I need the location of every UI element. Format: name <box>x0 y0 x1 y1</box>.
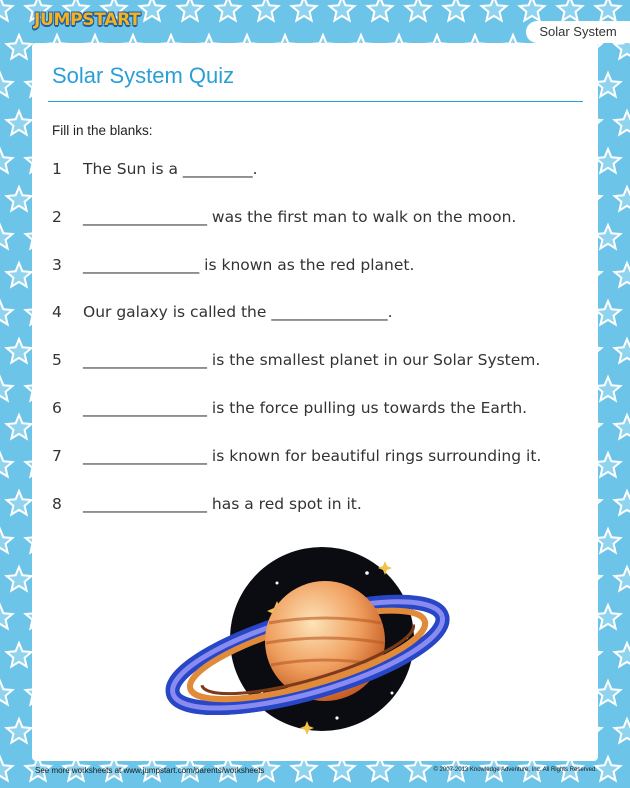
border-star <box>0 453 12 477</box>
border-star <box>0 225 12 249</box>
border-star <box>596 225 621 249</box>
border-star <box>444 0 469 21</box>
border-star <box>0 377 12 401</box>
subject-tag-label: Solar System <box>539 24 617 39</box>
footer-copyright: © 2007-2013 Knowledge Adventure, Inc. All Rights Reserved. <box>433 767 597 773</box>
border-star <box>596 605 621 629</box>
question-3 <box>52 256 582 280</box>
question-2 <box>52 208 582 232</box>
border-star <box>7 719 32 743</box>
question-text: The Sun is a _________. <box>83 160 258 178</box>
border-star <box>368 0 393 21</box>
border-star <box>615 567 630 591</box>
subject-tag <box>526 21 630 43</box>
border-star <box>0 149 12 173</box>
jumpstart-logo <box>34 10 140 36</box>
border-star <box>7 35 32 59</box>
border-star <box>596 681 621 705</box>
border-star <box>596 149 621 173</box>
question-number: 7 <box>52 447 62 465</box>
border-star <box>558 0 583 21</box>
page-title: Solar System Quiz <box>52 63 235 88</box>
question-number: 8 <box>52 495 62 513</box>
border-star <box>7 415 32 439</box>
question-1 <box>52 160 582 184</box>
question-number: 2 <box>52 208 62 226</box>
border-star <box>615 339 630 363</box>
question-text: ________________ is the force pulling us towards the Earth. <box>83 399 528 417</box>
border-star <box>0 605 12 629</box>
border-star <box>330 0 355 21</box>
question-4 <box>52 303 582 327</box>
border-star <box>482 0 507 21</box>
border-star <box>0 301 12 325</box>
border-star <box>7 263 32 287</box>
border-star <box>216 0 241 21</box>
border-star <box>615 187 630 211</box>
border-star <box>0 73 12 97</box>
border-star <box>292 0 317 21</box>
border-star <box>596 377 621 401</box>
question-7 <box>52 447 582 471</box>
border-star <box>0 681 12 705</box>
border-star <box>596 529 621 553</box>
question-8 <box>52 495 582 519</box>
border-star <box>596 73 621 97</box>
question-number: 4 <box>52 303 62 321</box>
question-number: 6 <box>52 399 62 417</box>
border-star <box>0 529 12 553</box>
border-star <box>140 0 165 21</box>
border-star <box>7 643 32 667</box>
border-star <box>7 567 32 591</box>
question-text: ________________ is known for beautiful rings surrounding it. <box>83 447 542 465</box>
border-star <box>0 0 12 21</box>
border-star <box>0 757 12 781</box>
border-star <box>7 111 32 135</box>
instructions: Fill in the blanks: <box>52 123 153 138</box>
border-star <box>596 757 621 781</box>
border-star <box>596 0 621 21</box>
border-star <box>615 263 630 287</box>
border-star <box>178 0 203 21</box>
question-text: _______________ is known as the red planet. <box>83 256 415 274</box>
border-star <box>615 719 630 743</box>
border-star <box>596 453 621 477</box>
question-number: 5 <box>52 351 62 369</box>
question-number: 3 <box>52 256 62 274</box>
border-star <box>7 187 32 211</box>
border-star <box>615 491 630 515</box>
border-star <box>7 339 32 363</box>
border-star <box>615 111 630 135</box>
worksheet-page <box>32 43 598 761</box>
logo-text: JUMPSTART <box>34 10 141 30</box>
question-text: Our galaxy is called the _______________. <box>83 303 393 321</box>
border-star <box>596 301 621 325</box>
footer-worksheets-link: See more worksheets at www.jumpstart.com/parents/worksheets <box>35 766 265 775</box>
question-5 <box>52 351 582 375</box>
question-text: ________________ has a red spot in it. <box>83 495 362 513</box>
border-star <box>254 0 279 21</box>
border-star <box>406 0 431 21</box>
question-text: ________________ is the smallest planet in our Solar System. <box>83 351 541 369</box>
question-text: ________________ was the first man to walk on the moon. <box>83 208 517 226</box>
saturn-planet-illustration <box>157 543 457 748</box>
border-star <box>520 0 545 21</box>
question-number: 1 <box>52 160 62 178</box>
title-divider <box>48 101 583 102</box>
border-star <box>615 415 630 439</box>
question-6 <box>52 399 582 423</box>
border-star <box>7 491 32 515</box>
border-star <box>615 643 630 667</box>
